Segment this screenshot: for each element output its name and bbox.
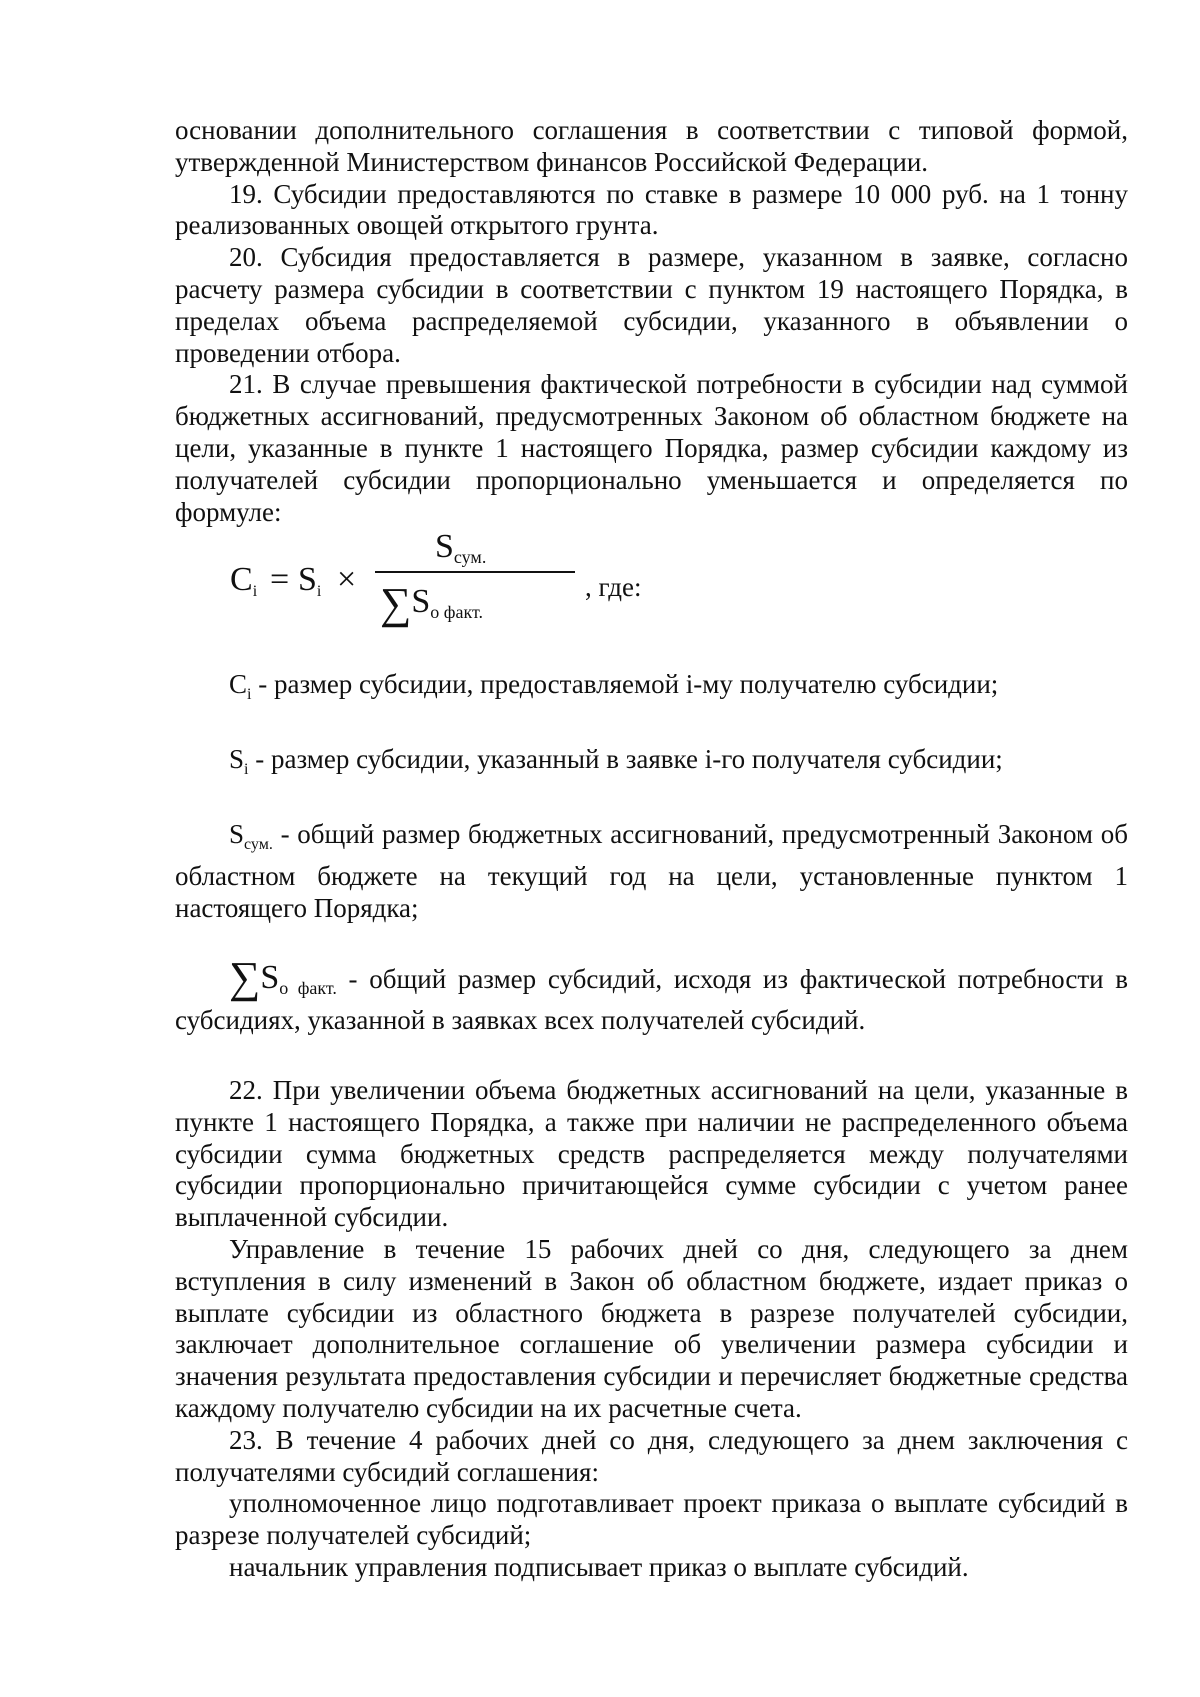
- definition-sigma: $\sum S_{о факт.}$ - общий размер субсидий, исходя из фактической потребности в субсидиях, указанной в заявках всех получателей субсидий.: [175, 953, 1128, 1036]
- paragraph-23: 23. В течение 4 рабочих дней со дня, следующего за днем заключения с получателями субсидий соглашения:: [175, 1424, 1128, 1487]
- formula-ci: $C_i$: [230, 561, 258, 601]
- paragraph-23-item-1: уполномоченное лицо подготавливает проект приказа о выплате субсидий в разрезе получателей субсидий;: [175, 1488, 1128, 1551]
- formula-equals: =: [270, 561, 290, 599]
- paragraph-23-item-2: начальник управления подписывает приказ о выплате субсидий.: [229, 1551, 969, 1582]
- paragraph-21: 21. В случае превышения фактической потребности в субсидии над суммой бюджетных ассигнований, предусмотренных Законом об областном бюджете на цели, указанные в пункте 1 настоящего Порядка, размер субсидии каждому из получателей субсидии пропорционально уменьшается и определяется по формуле:: [175, 369, 1128, 527]
- definition-ssum: $S_{сум.}$ - общий размер бюджетных ассигнований, предусмотренный Законом об областном бюджете на текущий год на цели, установленные пунктом 1 настоящего Порядка;: [175, 818, 1128, 923]
- formula-times: ×: [337, 561, 357, 599]
- definition-ci: $C_i$ - размер субсидии, предоставляемой i-му получателю субсидии;: [229, 669, 999, 704]
- formula-numerator: Sсум.: [435, 528, 487, 568]
- paragraph-19: 19. Субсидии предоставляются по ставке в размере 10 000 руб. на 1 тонну реализованных овощей открытого грунта.: [175, 178, 1128, 241]
- formula-denominator: ∑Sо факт.: [380, 579, 483, 629]
- formula-si: $S_i$: [298, 561, 322, 601]
- paragraph-20: 20. Субсидия предоставляется в размере, указанном в заявке, согласно расчету размера субсидии в соответствии с пунктом 19 настоящего Порядка, в пределах объема распределяемой субсидии, указанного в объявлении о проведении отбора.: [175, 242, 1128, 368]
- formula-where: , где:: [585, 572, 642, 603]
- paragraph-22-administration: Управление в течение 15 рабочих дней со дня, следующего за днем вступления в силу изменений в Закон об областном бюджете, издает приказ о выплате субсидии из областного бюджета в разрезе получателей субсидии, заключает дополнительное соглашение об увеличении размера субсидии и значения результата предоставления субсидии и перечисляет бюджетные средства каждому получателю субсидии на их расчетные счета.: [175, 1233, 1128, 1423]
- subsidy-formula: [230, 530, 1128, 642]
- definition-si: $S_i$ - размер субсидии, указанный в заявке i-го получателя субсидии;: [229, 744, 1003, 779]
- fraction-bar: [375, 571, 575, 573]
- document-page: [175, 115, 1128, 1584]
- paragraph-continuation: основании дополнительного соглашения в соответствии с типовой формой, утвержденной Министерством финансов Российской Федерации.: [175, 115, 1128, 177]
- paragraph-22: 22. При увеличении объема бюджетных ассигнований на цели, указанные в пункте 1 настоящего Порядка, а также при наличии не распределенного объема субсидии сумма бюджетных средств распределяется между получателями субсидии пропорционально причитающейся сумме субсидии с учетом ранее выплаченной субсидии.: [175, 1074, 1128, 1233]
